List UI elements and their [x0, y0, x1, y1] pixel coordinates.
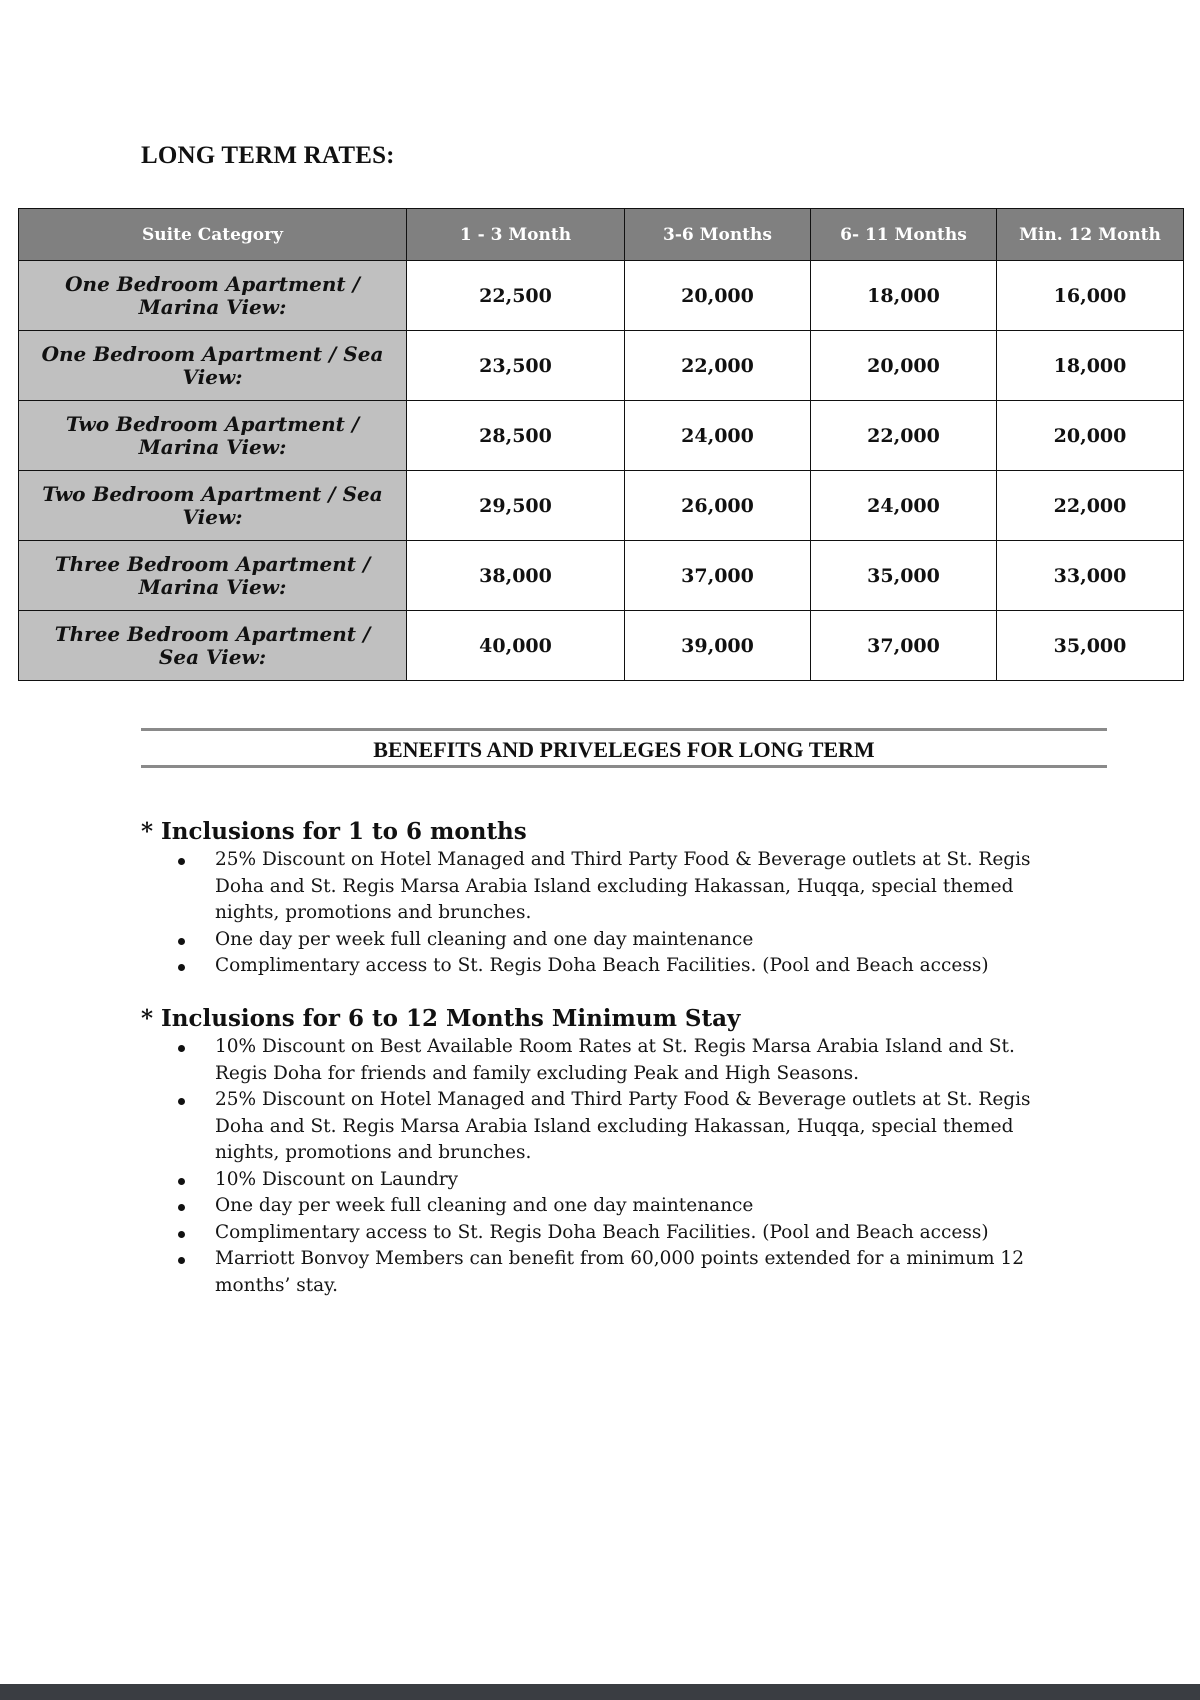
section-rule-top [141, 728, 1107, 731]
list-item: Complimentary access to St. Regis Doha Beach Facilities. (Pool and Beach access) [215, 953, 1071, 980]
benefits-heading: BENEFITS AND PRIVELEGES FOR LONG TERM [373, 737, 875, 762]
table-row [19, 261, 1184, 331]
bullet-icon [178, 1204, 185, 1211]
section-rule-bottom [141, 765, 1107, 768]
header-3-6-months: 3-6 Months [625, 209, 811, 261]
bullet-icon [178, 1178, 185, 1185]
suite-category-cell: Three Bedroom Apartment / Sea View: [19, 611, 407, 681]
suite-category-cell: Three Bedroom Apartment / Marina View: [19, 541, 407, 611]
rate-cell: 35,000 [811, 541, 997, 611]
rate-cell: 23,500 [407, 331, 625, 401]
rate-cell: 39,000 [625, 611, 811, 681]
bullet-icon [178, 1257, 185, 1264]
inclusions-list [141, 1034, 1071, 1299]
list-item: 25% Discount on Hotel Managed and Third Party Food & Beverage outlets at St. Regis Doha and St. Regis Marsa Arabia Island excluding Hakassan, Huqqa, special themed nights, promotions and brunches. [215, 1087, 1071, 1167]
list-item: 25% Discount on Hotel Managed and Third Party Food & Beverage outlets at St. Regis Doha and St. Regis Marsa Arabia Island excluding Hakassan, Huqqa, special themed nights, promotions and brunches. [215, 847, 1071, 927]
rate-cell: 22,000 [811, 401, 997, 471]
header-1-3-month: 1 - 3 Month [407, 209, 625, 261]
rate-cell: 33,000 [997, 541, 1184, 611]
bullet-icon [178, 1231, 185, 1238]
bullet-icon [178, 1098, 185, 1105]
suite-category-cell: One Bedroom Apartment / Marina View: [19, 261, 407, 331]
rate-cell: 24,000 [811, 471, 997, 541]
rate-cell: 16,000 [997, 261, 1184, 331]
suite-category-cell: Two Bedroom Apartment / Sea View: [19, 471, 407, 541]
rate-cell: 28,500 [407, 401, 625, 471]
list-item: 10% Discount on Laundry [215, 1167, 1071, 1194]
table-row [19, 331, 1184, 401]
rate-cell: 37,000 [625, 541, 811, 611]
rate-cell: 22,000 [997, 471, 1184, 541]
inclusions-list [141, 847, 1071, 980]
table-row [19, 541, 1184, 611]
rate-cell: 26,000 [625, 471, 811, 541]
rate-cell: 24,000 [625, 401, 811, 471]
table-row [19, 471, 1184, 541]
header-min-12-month: Min. 12 Month [997, 209, 1184, 261]
page-title: LONG TERM RATES: [141, 142, 395, 169]
rate-cell: 22,500 [407, 261, 625, 331]
inclusions-1-6-months [141, 817, 1071, 980]
list-item: Complimentary access to St. Regis Doha Beach Facilities. (Pool and Beach access) [215, 1220, 1071, 1247]
table-row [19, 401, 1184, 471]
header-suite-category: Suite Category [19, 209, 407, 261]
inclusions-heading: * Inclusions for 1 to 6 months [141, 818, 527, 845]
rate-cell: 20,000 [625, 261, 811, 331]
rate-cell: 38,000 [407, 541, 625, 611]
suite-category-cell: Two Bedroom Apartment / Marina View: [19, 401, 407, 471]
rate-cell: 35,000 [997, 611, 1184, 681]
inclusions-heading: * Inclusions for 6 to 12 Months Minimum Stay [141, 1005, 741, 1032]
inclusions-6-12-months [141, 1004, 1071, 1299]
bullet-icon [178, 858, 185, 865]
bullet-icon [178, 938, 185, 945]
header-6-11-months: 6- 11 Months [811, 209, 997, 261]
rate-cell: 20,000 [997, 401, 1184, 471]
suite-category-cell: One Bedroom Apartment / Sea View: [19, 331, 407, 401]
table-header-row [19, 209, 1184, 261]
list-item: Marriott Bonvoy Members can benefit from 60,000 points extended for a minimum 12 months’ stay. [215, 1246, 1071, 1299]
viewer-bottom-bar [0, 1684, 1200, 1700]
rate-cell: 18,000 [811, 261, 997, 331]
bullet-icon [178, 964, 185, 971]
list-item: One day per week full cleaning and one day maintenance [215, 927, 1071, 954]
bullet-icon [178, 1045, 185, 1052]
rate-cell: 18,000 [997, 331, 1184, 401]
rate-cell: 29,500 [407, 471, 625, 541]
rate-cell: 22,000 [625, 331, 811, 401]
list-item: 10% Discount on Best Available Room Rates at St. Regis Marsa Arabia Island and St. Regis Doha for friends and family excluding Peak and High Seasons. [215, 1034, 1071, 1087]
list-item: One day per week full cleaning and one day maintenance [215, 1193, 1071, 1220]
rate-cell: 40,000 [407, 611, 625, 681]
rate-cell: 37,000 [811, 611, 997, 681]
table-row [19, 611, 1184, 681]
rates-table [18, 208, 1184, 681]
rate-cell: 20,000 [811, 331, 997, 401]
